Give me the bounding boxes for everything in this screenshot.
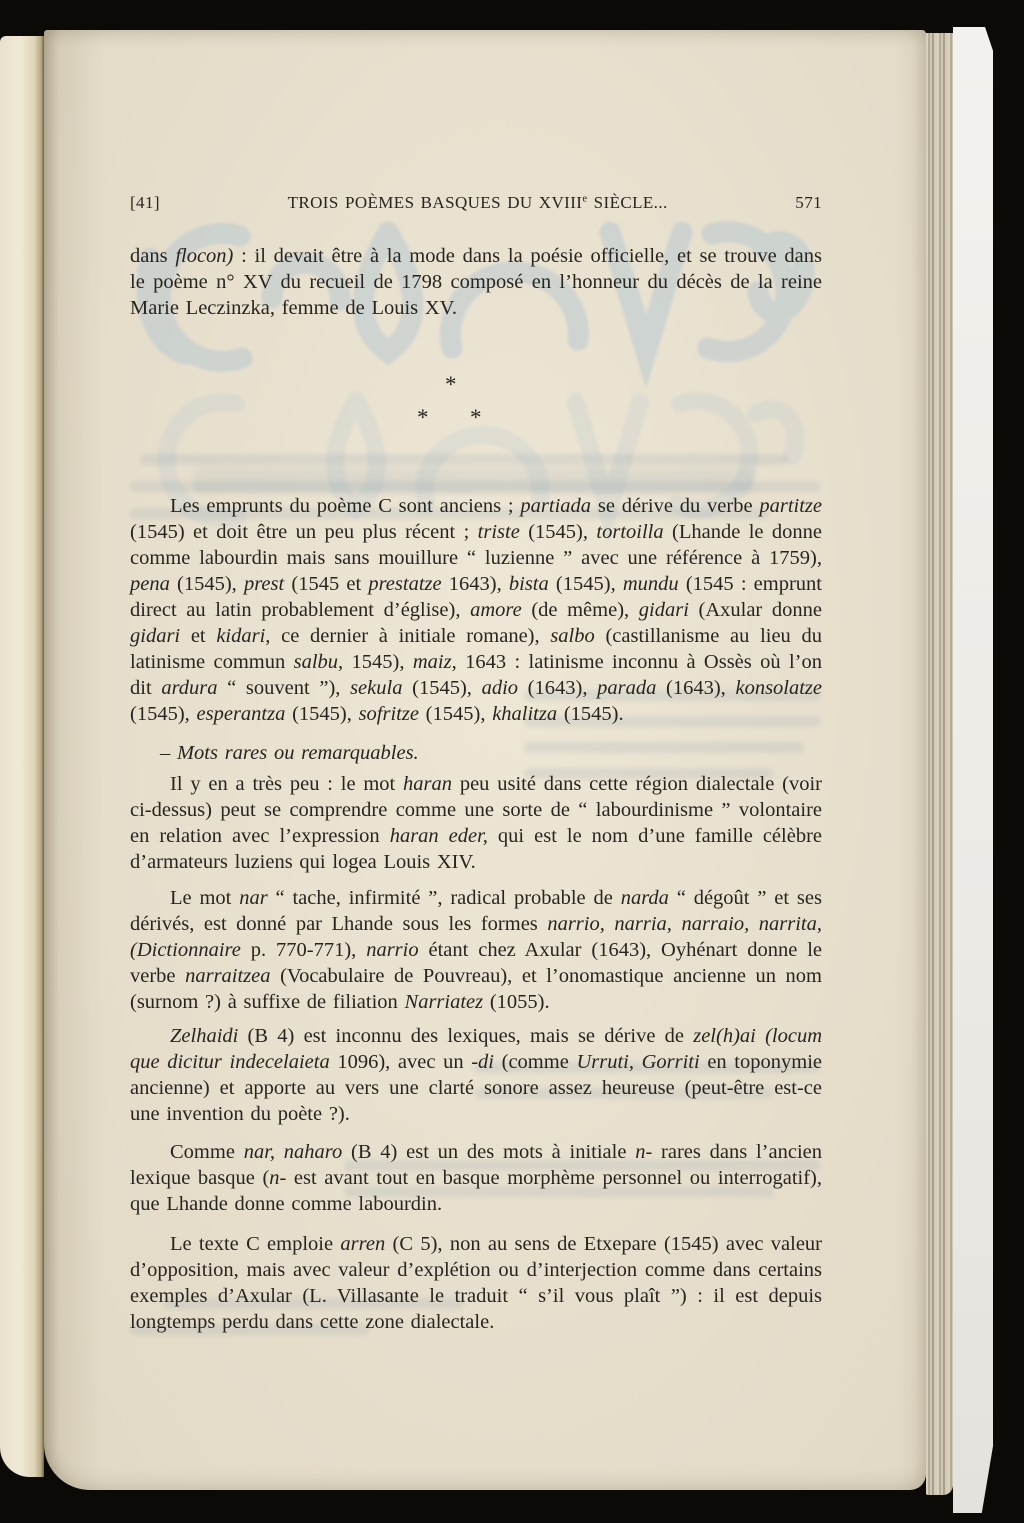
paragraph-zelhaidi: Zelhaidi (B 4) est inconnu des lexiques, mais se dérive de zel(h)ai (locum que dicitur indecelaieta 1096), avec un -di (comme Urruti, Gorriti en toponymie ancienne) et apporte au vers une clarté sonore assez heureuse (peut-être est-ce une invention du poète ?). (130, 1025, 822, 1125)
paragraph-flocon-continuation: dans flocon) : il devait être à la mode dans la poésie officielle, et se trouve dans le poème n° XV du recueil de 1798 composé en l’honneur du décès de la reine Marie Leczinzka, femme de Louis XV. (130, 245, 822, 319)
fore-edge-page-stack (926, 33, 953, 1495)
section-marker: [41] (130, 193, 160, 212)
asterisk: * (445, 372, 457, 397)
paragraph-naharo: Comme nar, naharo (B 4) est un des mots à initiale n- rares dans l’ancien lexique basque (n- est avant tout en basque morphème personnel ou interrogatif), que Lhande donne comme labourdin. (130, 1141, 822, 1215)
page-header (130, 193, 822, 213)
asterisk: * (470, 405, 482, 430)
subheading-mots-rares: – Mots rares ou remarquables. (160, 742, 419, 764)
paragraph-emprunts: Les emprunts du poème C sont anciens ; partiada se dérive du verbe partitze (1545) et doit être un peu plus récent ; triste (1545), tortoilla (Lhande le donne comme labourdin mais sans mouillure “ luzienne ” avec une référence à 1759), pena (1545), prest (1545 et prestatze 1643), bista (1545), mundu (1545 : emprunt direct au latin probablement d’église), amore (de même), gidari (Axular donne gidari et kidari, ce dernier à initiale romane), salbo (castillanisme au lieu du latinisme commun salbu, 1545), maiz, 1643 : latinisme inconnu à Ossès où l’on dit ardura “ souvent ”), sekula (1545), adio (1643), parada (1643), konsolatze (1545), esperantza (1545), sofritze (1545), khalitza (1545). (130, 495, 823, 725)
paragraph-nar: Le mot nar “ tache, infirmité ”, radical probable de narda “ dégoût ” et ses dérivés, est donné par Lhande sous les formes narrio, narria, narraio, narrita, (Dictionnaire p. 770-771), narrio étant chez Axular (1643), Oyhénart donne le verbe narraitzea (Vocabulaire de Pouvreau), et l’onomastique ancienne un nom (surnom ?) à suffixe de filiation Narriatez (1055). (130, 887, 822, 1013)
underlying-page-edge (953, 27, 993, 1513)
text-column (130, 30, 822, 1335)
page-number: 571 (795, 193, 822, 212)
book-page (44, 30, 926, 1490)
asterisk: * (417, 405, 429, 430)
paragraph-haran: Il y en a très peu : le mot haran peu usité dans cette région dialectale (voir ci-dessus) peut se comprendre comme une sorte de “ labourdinisme ” volontaire en relation avec l’expression haran eder, qui est le nom d’une famille célèbre d’armateurs luziens qui logea Louis XIV. (130, 773, 822, 873)
asterisk-separator (130, 371, 822, 447)
left-page-edge (0, 36, 44, 1477)
paragraph-arren: Le texte C emploie arren (C 5), non au sens de Etxepare (1545) avec valeur d’opposition, mais avec valeur d’explétion ou d’interjection comme dans certains exemples d’Axular (L. Villasante le traduit “ s’il vous plaît ”) : il est depuis longtemps perdu dans cette zone dialectale. (130, 1233, 822, 1333)
running-title: TROIS POÈMES BASQUES DU XVIIIe SIÈCLE... (287, 193, 668, 212)
